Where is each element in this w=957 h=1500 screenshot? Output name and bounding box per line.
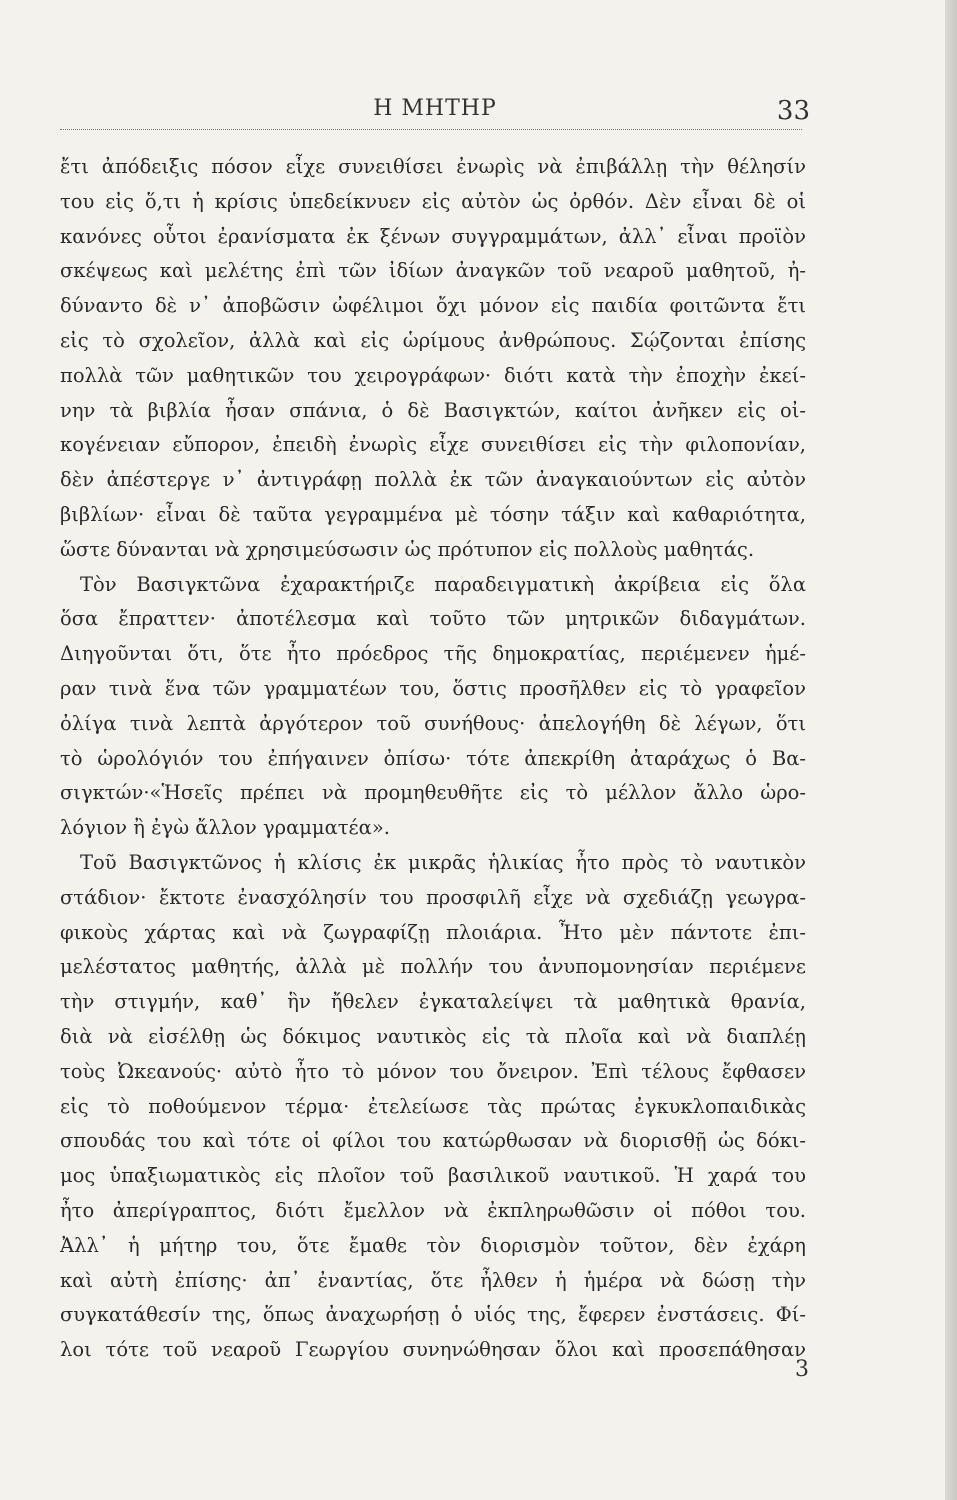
text-line: τοὺς Ὠκεανούς· αὐτὸ ἦτο τὸ μόνον του ὄνειρον. Ἐπὶ τέλους ἔφθασεν: [60, 1059, 806, 1083]
text-line: Ἀλλ᾽ ἡ μήτηρ του, ὅτε ἔμαθε τὸν διορισμὸν τοῦτον, δὲν ἐχάρη: [60, 1233, 806, 1257]
text-line: δὲν ἀπέστεργε ν᾽ ἀντιγράφῃ πολλὰ ἐκ τῶν ἀναγκαιούντων εἰς αὐτὸν: [60, 468, 806, 492]
text-line: εἰς τὸ σχολεῖον, ἀλλὰ καὶ εἰς ὡρίμους ἀνθρώπους. Σῴζονται ἐπίσης: [60, 328, 806, 352]
text-line: εἰς τὸ ποθούμενον τέρμα· ἐτελείωσε τὰς πρώτας ἐγκυκλοπαιδικὰς: [60, 1094, 806, 1118]
text-line: μος ὑπαξιωματικὸς εἰς πλοῖον τοῦ βασιλικοῦ ναυτικοῦ. Ἡ χαρά του: [60, 1164, 806, 1188]
text-line: ὅσα ἔπραττεν· ἀποτέλεσμα καὶ τοῦτο τῶν μητρικῶν διδαγμάτων.: [60, 607, 806, 631]
text-line: μελέστατος μαθητής, ἀλλὰ μὲ πολλήν του ἀνυπομονησίαν περιέμενε: [60, 955, 806, 979]
text-line: ραν τινὰ ἕνα τῶν γραμματέων του, ὅστις προσῆλθεν εἰς τὸ γραφεῖον: [60, 676, 806, 700]
text-line: τὸ ὡρολόγιόν του ἐπήγαινεν ὀπίσω· τότε ἀπεκρίθη ἀταράχως ὁ Βα-: [60, 746, 806, 770]
text-line: δύναντο δὲ ν᾽ ἀποβῶσιν ὠφέλιμοι ὄχι μόνον εἰς παιδία φοιτῶντα ἔτι: [60, 294, 806, 318]
text-line: καὶ αὐτὴ ἐπίσης· ἀπ᾽ ἐναντίας, ὅτε ἦλθεν ἡ ἡμέρα νὰ δώσῃ τὴν: [60, 1268, 806, 1292]
text-line: σιγκτών·«Ἡσεῖς πρέπει νὰ προμηθευθῆτε εἰς τὸ μέλλον ἄλλο ὡρο-: [60, 781, 806, 805]
text-line: ὀλίγα τινὰ λεπτὰ ἀργότερον τοῦ συνήθους· ἀπελογήθη δὲ λέγων, ὅτι: [60, 711, 806, 735]
text-line: σπουδάς του καὶ τότε οἱ φίλοι του κατώρθωσαν νὰ διορισθῇ ὡς δόκι-: [60, 1129, 806, 1153]
running-title: Η ΜΗΤΗΡ: [373, 96, 497, 121]
text-line: Τοῦ Βασιγκτῶνος ἡ κλίσις ἐκ μικρᾶς ἡλικίας ἦτο πρὸς τὸ ναυτικὸν: [80, 850, 806, 874]
page-header: [60, 96, 810, 126]
signature-mark: 3: [795, 1357, 809, 1382]
text-line: Διηγοῦνται ὅτι, ὅτε ἦτο πρόεδρος τῆς δημοκρατίας, περιέμενεν ἡμέ-: [60, 642, 806, 666]
text-line: σκέψεως καὶ μελέτης ἐπὶ τῶν ἰδίων ἀναγκῶν τοῦ νεαροῦ μαθητοῦ, ἠ-: [60, 259, 806, 283]
text-line: πολλὰ τῶν μαθητικῶν του χειρογράφων· διότι κατὰ τὴν ἐποχὴν ἐκεί-: [60, 363, 806, 387]
page-edge: [945, 0, 957, 1500]
text-line: λόγιον ἢ ἐγὼ ἄλλον γραμματέα».: [60, 816, 390, 840]
text-line: του εἰς ὅ,τι ἡ κρίσις ὑπεδείκνυεν εἰς αὐτὸν ὡς ὀρθόν. Δὲν εἶναι δὲ οἱ: [60, 189, 806, 213]
text-line: ἔτι ἀπόδειξις πόσον εἶχε συνειθίσει ἐνωρὶς νὰ ἐπιβάλλῃ τὴν θέλησίν: [60, 155, 806, 178]
header-rule: [60, 129, 802, 130]
text-line: διὰ νὰ εἰσέλθῃ ὡς δόκιμος ναυτικὸς εἰς τὰ πλοῖα καὶ νὰ διαπλέῃ: [60, 1024, 806, 1048]
text-line: συγκατάθεσίν της, ὅπως ἀναχωρήσῃ ὁ υἱός της, ἔφερεν ἐνστάσεις. Φί-: [60, 1303, 806, 1327]
text-line: ὥστε δύνανται νὰ χρησιμεύσωσιν ὡς πρότυπον εἰς πολλοὺς μαθητάς.: [60, 537, 755, 561]
text-line: φικοὺς χάρτας καὶ νὰ ζωγραφίζῃ πλοιάρια. Ἦτο μὲν πάντοτε ἐπι-: [60, 920, 806, 944]
body-text: [60, 150, 806, 1368]
text-line: στάδιον· ἔκτοτε ἐνασχόλησίν του προσφιλῆ εἶχε νὰ σχεδιάζῃ γεωγρα-: [60, 885, 806, 909]
page-number: 33: [776, 96, 810, 126]
text-line: λοι τότε τοῦ νεαροῦ Γεωργίου συνηνώθησαν ὅλοι καὶ προσεπάθησαν: [60, 1338, 806, 1362]
text-line: τὴν στιγμήν, καθ᾽ ἣν ἤθελεν ἐγκαταλείψει τὰ μαθητικὰ θρανία,: [60, 990, 806, 1014]
text-line: κανόνες οὗτοι ἐρανίσματα ἐκ ξένων συγγραμμάτων, ἀλλ᾽ εἶναι προϊὸν: [60, 224, 806, 248]
text-line: νην τὰ βιβλία ἦσαν σπάνια, ὁ δὲ Βασιγκτών, καίτοι ἀνῆκεν εἰς οἰ-: [60, 398, 806, 422]
text-line: κογένειαν εὔπορον, ἐπειδὴ ἐνωρὶς εἶχε συνειθίσει εἰς τὴν φιλοπονίαν,: [60, 433, 806, 457]
text-line: ἦτο ἀπερίγραπτος, διότι ἔμελλον νὰ ἐκπληρωθῶσιν οἱ πόθοι του.: [60, 1198, 806, 1222]
text-line: βιβλίων· εἶναι δὲ ταῦτα γεγραμμένα μὲ τόσην τάξιν καὶ καθαριότητα,: [60, 502, 806, 526]
text-line: Τὸν Βασιγκτῶνα ἐχαρακτήριζε παραδειγματικὴ ἀκρίβεια εἰς ὅλα: [80, 572, 806, 596]
